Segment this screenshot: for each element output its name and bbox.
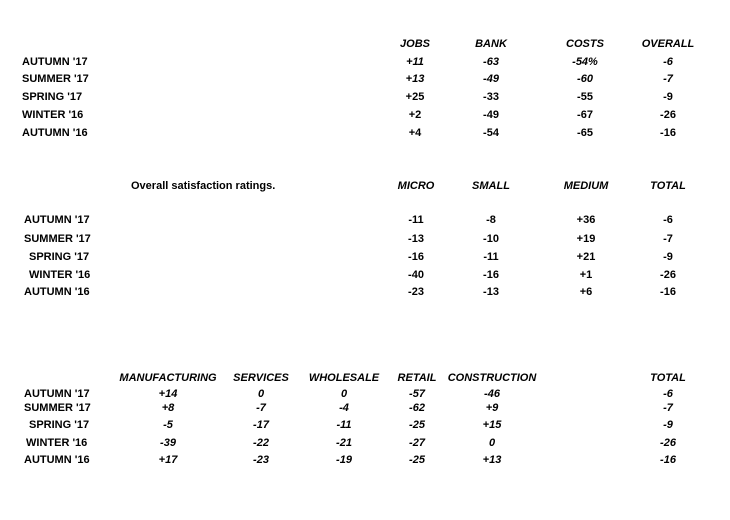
cell-total: -26 [660, 269, 676, 281]
cell-total: -6 [663, 388, 673, 400]
cell-bank: -33 [483, 91, 499, 103]
cell-total: -16 [660, 454, 676, 466]
row-label: SPRING '17 [22, 91, 83, 103]
cell-construction: +13 [482, 454, 502, 466]
col-header-total: TOTAL [650, 180, 686, 192]
cell-total: -6 [663, 214, 673, 226]
col-header-manufacturing: MANUFACTURING [119, 372, 217, 384]
cell-micro: -11 [408, 214, 424, 226]
col-header-bank: BANK [475, 38, 507, 50]
col-header-retail: RETAIL [397, 372, 437, 384]
cell-construction: -46 [484, 388, 500, 400]
col-header-medium: MEDIUM [563, 180, 609, 192]
row-label: AUTUMN '17 [24, 388, 90, 400]
cell-jobs: +25 [405, 91, 425, 103]
cell-overall: -6 [663, 56, 673, 68]
cell-bank: -49 [483, 73, 499, 85]
cell-services: -22 [253, 437, 269, 449]
cell-total: -7 [663, 233, 673, 245]
cell-services: -17 [253, 419, 269, 431]
cell-total: -9 [663, 251, 673, 263]
cell-medium: +19 [576, 233, 596, 245]
cell-bank: -54 [483, 127, 499, 139]
row-label: SUMMER '17 [24, 233, 91, 245]
cell-manufacturing: +14 [158, 388, 178, 400]
cell-retail: -25 [409, 454, 425, 466]
cell-small: -13 [483, 286, 499, 298]
cell-wholesale: -19 [336, 454, 352, 466]
cell-micro: -16 [408, 251, 424, 263]
cell-retail: -62 [409, 402, 425, 414]
col-header-total: TOTAL [650, 372, 686, 384]
row-label: AUTUMN '16 [24, 454, 90, 466]
cell-jobs: +11 [406, 56, 424, 68]
col-header-wholesale: WHOLESALE [308, 372, 380, 384]
cell-services: -23 [253, 454, 269, 466]
col-header-small: SMALL [472, 180, 510, 192]
cell-total: -26 [660, 437, 676, 449]
row-label: WINTER '16 [26, 437, 88, 449]
cell-manufacturing: -39 [160, 437, 176, 449]
cell-small: -16 [483, 269, 499, 281]
cell-jobs: +2 [408, 109, 422, 121]
cell-bank: -63 [483, 56, 499, 68]
cell-construction: +15 [482, 419, 502, 431]
cell-small: -10 [483, 233, 499, 245]
cell-costs: -54% [572, 56, 598, 68]
cell-medium: +6 [579, 286, 593, 298]
cell-total: -9 [663, 419, 673, 431]
cell-micro: -23 [408, 286, 424, 298]
cell-small: -8 [486, 214, 496, 226]
cell-wholesale: -11 [336, 419, 352, 431]
row-label: AUTUMN '16 [24, 286, 90, 298]
row-label: SUMMER '17 [24, 402, 91, 414]
cell-wholesale: 0 [340, 388, 348, 400]
cell-medium: +36 [576, 214, 596, 226]
cell-overall: -16 [660, 127, 676, 139]
cell-medium: +21 [576, 251, 596, 263]
cell-overall: -26 [660, 109, 676, 121]
cell-jobs: +13 [405, 73, 425, 85]
cell-overall: -7 [663, 73, 673, 85]
col-header-micro: MICRO [397, 180, 435, 192]
cell-medium: +1 [579, 269, 593, 281]
row-label: WINTER '16 [22, 109, 84, 121]
col-header-services: SERVICES [233, 372, 289, 384]
cell-manufacturing: +8 [161, 402, 175, 414]
col-header-overall: OVERALL [641, 38, 695, 50]
cell-costs: -67 [577, 109, 593, 121]
cell-services: -7 [256, 402, 266, 414]
cell-total: -16 [660, 286, 676, 298]
row-label: WINTER '16 [29, 269, 91, 281]
cell-manufacturing: +17 [158, 454, 178, 466]
col-header-construction: CONSTRUCTION [447, 372, 537, 384]
cell-micro: -40 [408, 269, 424, 281]
cell-construction: +9 [485, 402, 499, 414]
cell-small: -11 [483, 251, 499, 263]
row-label: AUTUMN '17 [24, 214, 90, 226]
cell-bank: -49 [483, 109, 499, 121]
cell-construction: 0 [488, 437, 496, 449]
col-header-costs: COSTS [566, 38, 604, 50]
cell-retail: -27 [409, 437, 425, 449]
row-label: AUTUMN '17 [22, 56, 88, 68]
section-title: Overall satisfaction ratings. [131, 180, 276, 192]
row-label: AUTUMN '16 [22, 127, 88, 139]
cell-wholesale: -4 [339, 402, 349, 414]
cell-micro: -13 [408, 233, 424, 245]
cell-retail: -25 [409, 419, 425, 431]
cell-costs: -60 [577, 73, 593, 85]
cell-jobs: +4 [408, 127, 422, 139]
row-label: SPRING '17 [29, 419, 90, 431]
cell-overall: -9 [663, 91, 673, 103]
cell-services: 0 [257, 388, 265, 400]
cell-retail: -57 [409, 388, 425, 400]
row-label: SUMMER '17 [22, 73, 89, 85]
col-header-jobs: JOBS [400, 38, 430, 50]
cell-costs: -65 [577, 127, 593, 139]
cell-manufacturing: -5 [163, 419, 173, 431]
cell-total: -7 [663, 402, 673, 414]
cell-costs: -55 [577, 91, 593, 103]
row-label: SPRING '17 [29, 251, 90, 263]
cell-wholesale: -21 [336, 437, 352, 449]
